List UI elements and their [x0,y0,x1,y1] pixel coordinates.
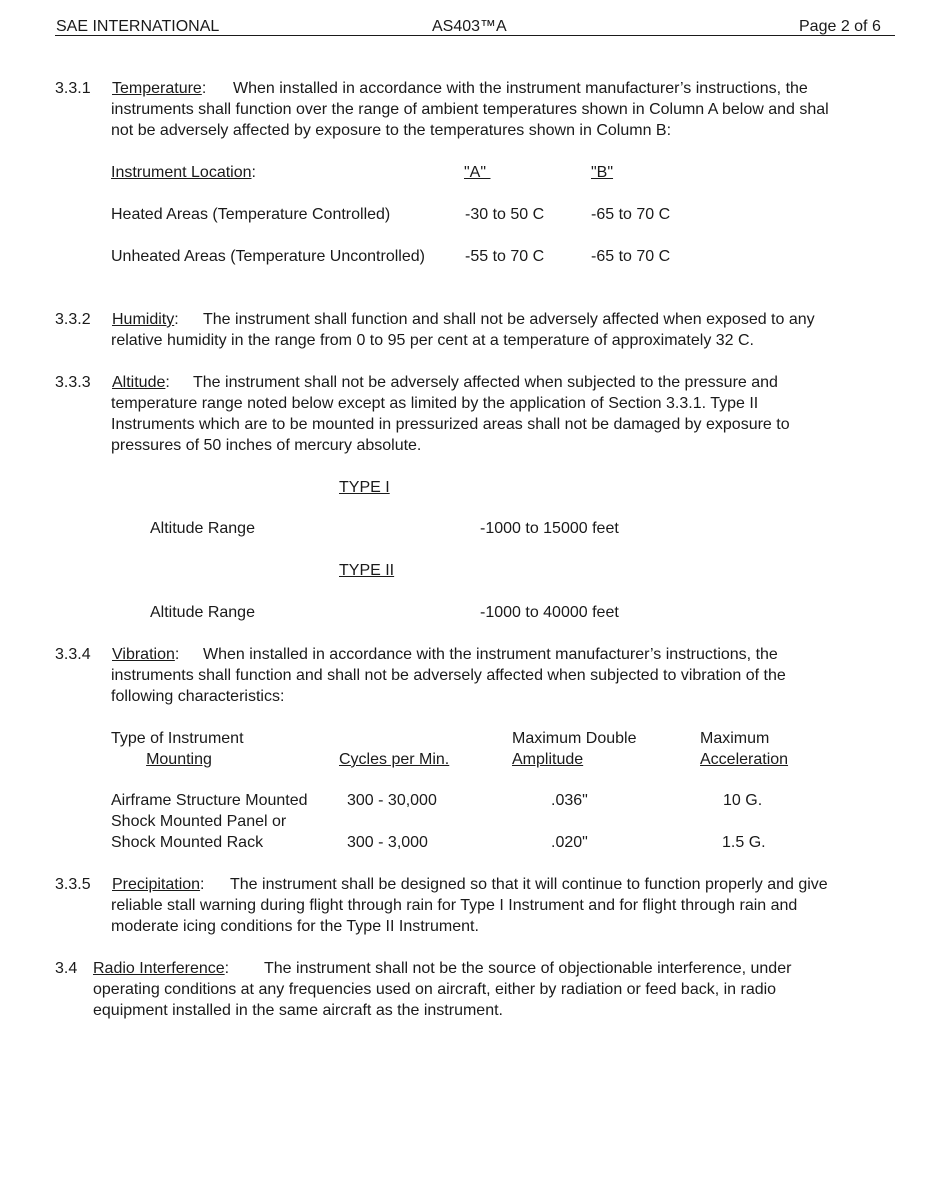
vibration-header-acceleration-1: Maximum [700,730,770,747]
section-3-4-line-3: equipment installed in the same aircraft as the instrument. [93,1002,503,1019]
temperature-row-1-a: -30 to 50 C [465,206,545,223]
vibration-header-amplitude-1: Maximum Double [512,730,637,747]
vibration-header-cycles: Cycles per Min. [339,751,450,768]
vibration-row-2-cycles: 300 - 3,000 [347,834,428,851]
section-3-3-3-heading [112,372,170,393]
temperature-location-label: Instrument Location [111,164,252,181]
temperature-table-header-location [111,162,256,183]
vibration-row-2-type-2: Shock Mounted Rack [111,834,264,851]
section-3-4-title-sep: : [224,960,230,977]
section-3-3-5-line-2: reliable stall warning during flight through rain for Type I Instrument and for flight through rain and [111,897,798,914]
section-3-3-3-line-2: temperature range noted below except as limited by the application of Section 3.3.1. Type II [111,395,759,412]
vibration-row-2-amplitude: .020" [551,834,588,851]
altitude-type-2-range-label: Altitude Range [150,604,255,621]
section-3-3-5-number: 3.3.5 [55,876,91,893]
section-3-3-4-line-2: instruments shall function and shall not be adversely affected when subjected to vibration of the [111,667,786,684]
vibration-header-type-2 [111,749,247,770]
section-3-3-5-line-1: The instrument shall be designed so that it will continue to function properly and give [230,876,828,893]
vibration-row-2-type-1: Shock Mounted Panel or [111,813,287,830]
section-3-3-3-title: Altitude [112,374,166,391]
altitude-type-1-label: TYPE I [339,479,390,496]
temperature-row-1-location: Heated Areas (Temperature Controlled) [111,206,391,223]
temperature-row-2-b: -65 to 70 C [591,248,671,265]
section-3-4-number: 3.4 [55,960,78,977]
section-3-3-1-heading [112,78,206,99]
section-3-3-1-number: 3.3.1 [55,80,91,97]
vibration-header-amplitude-2 [512,749,637,770]
temperature-row-1-b: -65 to 70 C [591,206,671,223]
temperature-row-2-location: Unheated Areas (Temperature Uncontrolled) [111,248,425,265]
vibration-header-acceleration-2: Acceleration [700,751,789,768]
section-3-3-5-title-sep: : [200,876,205,893]
section-3-3-3-line-4: pressures of 50 inches of mercury absolute. [111,437,422,454]
section-3-3-2-heading [112,309,179,330]
section-3-3-2-line-1: The instrument shall function and shall not be adversely affected when exposed to any [203,311,815,328]
vibration-row-2-acceleration: 1.5 G. [722,834,766,851]
section-3-3-5-title: Precipitation [112,876,201,893]
section-3-3-5-line-3: moderate icing conditions for the Type II Instrument. [111,918,479,935]
vibration-header-type-1: Type of Instrument [111,730,244,747]
section-3-4-heading [93,958,229,979]
header-page-number: Page 2 of 6 [799,18,881,35]
section-3-3-3-title-sep: : [165,374,170,391]
temperature-column-a-header: "A" [464,164,491,181]
section-3-3-2-number: 3.3.2 [55,311,91,328]
vibration-header-type-2-text: Mounting [146,751,212,768]
section-3-3-2-line-2: relative humidity in the range from 0 to 95 per cent at a temperature of approximately 32 C. [111,332,754,349]
section-3-3-3-number: 3.3.3 [55,374,91,391]
vibration-row-1-type: Airframe Structure Mounted [111,792,308,809]
altitude-type-2-range: -1000 to 40000 feet [480,604,619,621]
section-3-3-1-line-3: not be adversely affected by exposure to the temperatures shown in Column B: [111,122,672,139]
section-3-4-line-2: operating conditions at any frequencies used on aircraft, either by radiation or feed back, in radio [93,981,777,998]
section-3-3-4-title: Vibration [112,646,175,663]
section-3-3-5-heading [112,874,205,895]
header-doc-number: AS403™A [432,18,507,35]
section-3-3-2-title-sep: : [174,311,179,328]
vibration-row-1-acceleration: 10 G. [723,792,763,809]
temperature-column-b-header: "B" [591,164,614,181]
altitude-type-1-range: -1000 to 15000 feet [480,520,619,537]
section-3-3-1-title: Temperature [112,80,202,97]
section-3-3-4-number: 3.3.4 [55,646,91,663]
temperature-location-label-sep: : [251,164,256,181]
section-3-3-4-title-sep: : [174,646,180,663]
section-3-3-1-title-sep: : [201,80,207,97]
vibration-row-1-cycles: 300 - 30,000 [347,792,437,809]
section-3-4-line-1: The instrument shall not be the source of objectionable interference, under [264,960,792,977]
altitude-type-1-range-label: Altitude Range [150,520,255,537]
section-3-3-1-line-1: When installed in accordance with the instrument manufacturer’s instructions, the [233,80,808,97]
temperature-row-2-a: -55 to 70 C [465,248,545,265]
section-3-3-3-line-3: Instruments which are to be mounted in pressurized areas shall not be damaged by exposure to [111,416,790,433]
section-3-4-title: Radio Interference [93,960,225,977]
vibration-header-amplitude-2-text: Amplitude [512,751,584,768]
header-rule [55,35,895,36]
section-3-3-1-line-2: instruments shall function over the range of ambient temperatures shown in Column A below and shal [111,101,829,118]
vibration-row-1-amplitude: .036" [551,792,588,809]
section-3-3-4-line-1: When installed in accordance with the instrument manufacturer’s instructions, the [203,646,778,663]
altitude-type-2-label: TYPE II [339,562,395,579]
section-3-3-4-line-3: following characteristics: [111,688,285,705]
section-3-3-2-title: Humidity [112,311,175,328]
header-org: SAE INTERNATIONAL [56,18,220,35]
section-3-3-4-heading [112,644,179,665]
section-3-3-3-line-1: The instrument shall not be adversely affected when subjected to the pressure and [193,374,778,391]
